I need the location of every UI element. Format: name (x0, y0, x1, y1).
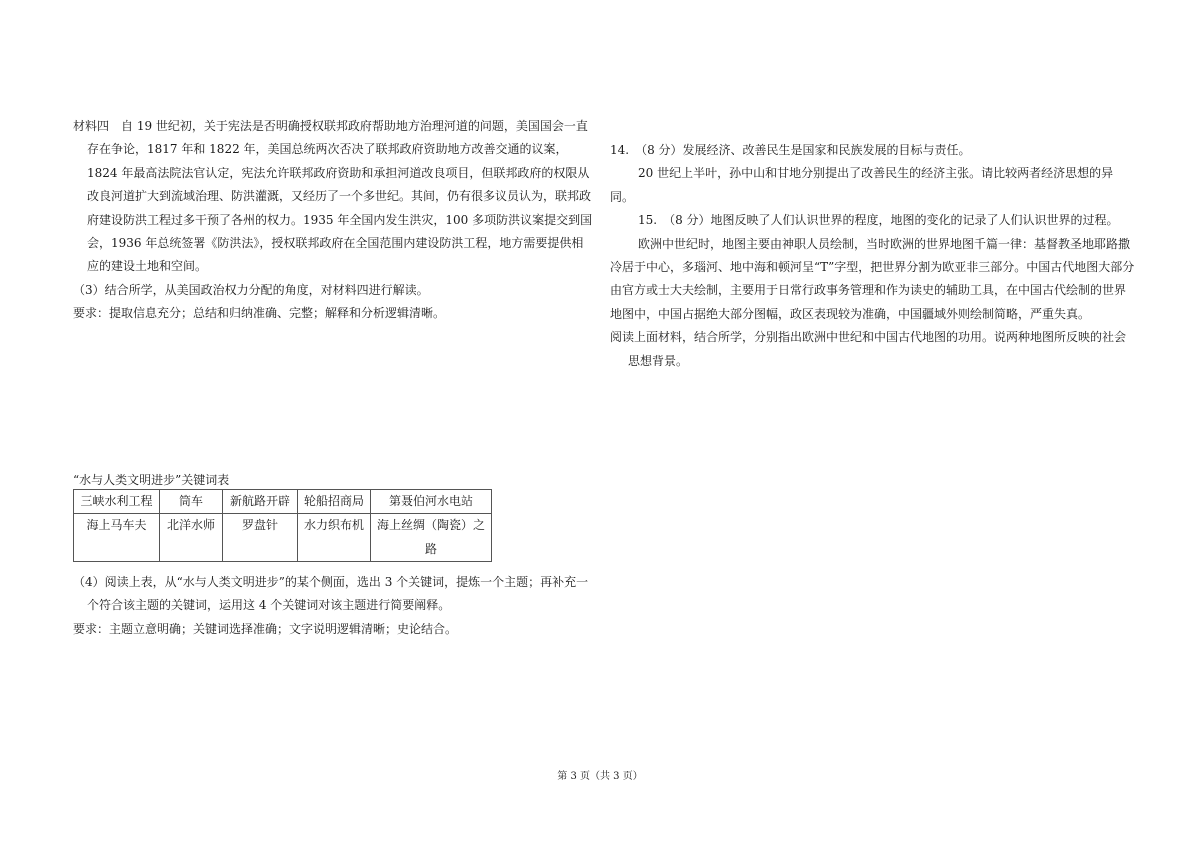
material-four-paragraph: 材料四 自 19 世纪初，关于宪法是否明确授权联邦政府帮助地方治理河道的问题，美国国会一直存在争论，1817 年和 1822 年，美国总统两次否决了联邦政府资助地方改善交通的议案，1824 年最高法院法官认定，宪法允许联邦政府资助和承担河道改良项目，但联邦政府的权限从改良河道扩大到流域治理、防洪灌溉，又经历了一个多世纪。其间，仍有很多议员认为，联邦政府建设防洪工程过多干预了各州的权力。1935 年全国内发生洪灾，100 多项防洪议案提交到国会，1936 年总统签署《防洪法》，授权联邦政府在全国范围内建设防洪工程，地方需要提供相应的建设土地和空间。 (73, 119, 593, 274)
table-cell: 三峡水利工程 (74, 490, 160, 514)
question-14-body: 20 世纪上半叶，孙中山和甘地分别提出了改善民生的经济主张。请比较两者经济思想的异同。 (610, 166, 1114, 204)
table-cell: 轮船招商局 (298, 490, 371, 514)
question-15: 15. （8 分）地图反映了人们认识世界的程度，地图的变化的记录了人们认识世界的过程。 (638, 213, 1119, 228)
table-cell: 北洋水师 (160, 514, 223, 562)
keyword-table (73, 489, 492, 562)
question-3-requirements: 要求：提取信息充分；总结和归纳准确、完整；解释和分析逻辑清晰。 (73, 306, 446, 321)
page-footer: 第 3 页（共 3 页） (557, 771, 643, 782)
table-cell: 第聂伯河水电站 (371, 490, 492, 514)
table-cell: 海上丝绸（陶瓷）之路 (371, 514, 492, 562)
question-14: 14. （8 分）发展经济、改善民生是国家和民族发展的目标与责任。 (610, 143, 971, 157)
left-column (73, 115, 593, 326)
question-3: （3）结合所学，从美国政治权力分配的角度，对材料四进行解读。 (73, 282, 429, 297)
keyword-table-title: “水与人类文明进步”关键词表 (73, 473, 230, 487)
table-row (74, 514, 492, 562)
table-cell: 筒车 (160, 490, 223, 514)
question-15-task: 阅读上面材料，结合所学，分别指出欧洲中世纪和中国古代地图的功用。说两种地图所反映的社会思想背景。 (610, 330, 1127, 368)
question-4: （4）阅读上表，从“水与人类文明进步”的某个侧面，选出 3 个关键词，提炼一个主题；再补充一个符合该主题的关键词，运用这 4 个关键词对该主题进行简要阐释。 (73, 575, 589, 613)
question-4-requirements: 要求：主题立意明确；关键词选择准确；文字说明逻辑清晰；史论结合。 (73, 621, 458, 636)
table-cell: 水力织布机 (298, 514, 371, 562)
table-row (74, 490, 492, 514)
table-cell: 海上马车夫 (74, 514, 160, 562)
keyword-table-block (73, 471, 593, 562)
right-column (610, 139, 1135, 373)
table-cell: 罗盘针 (223, 514, 298, 562)
question-15-material: 欧洲中世纪时，地图主要由神职人员绘制，当时欧洲的世界地图千篇一律：基督教圣地耶路撒冷居于中心，多瑙河、地中海和顿河呈“T”字型，把世界分割为欧亚非三部分。中国古代地图大部分由官方或士大夫绘制，主要用于日常行政事务管理和作为读史的辅助工具，在中国古代绘制的世界地图中，中国占据绝大部分图幅，政区表现较为准确，中国疆域外则绘制简略，严重失真。 (610, 236, 1135, 321)
table-cell: 新航路开辟 (223, 490, 298, 514)
question-4-block (73, 571, 593, 641)
